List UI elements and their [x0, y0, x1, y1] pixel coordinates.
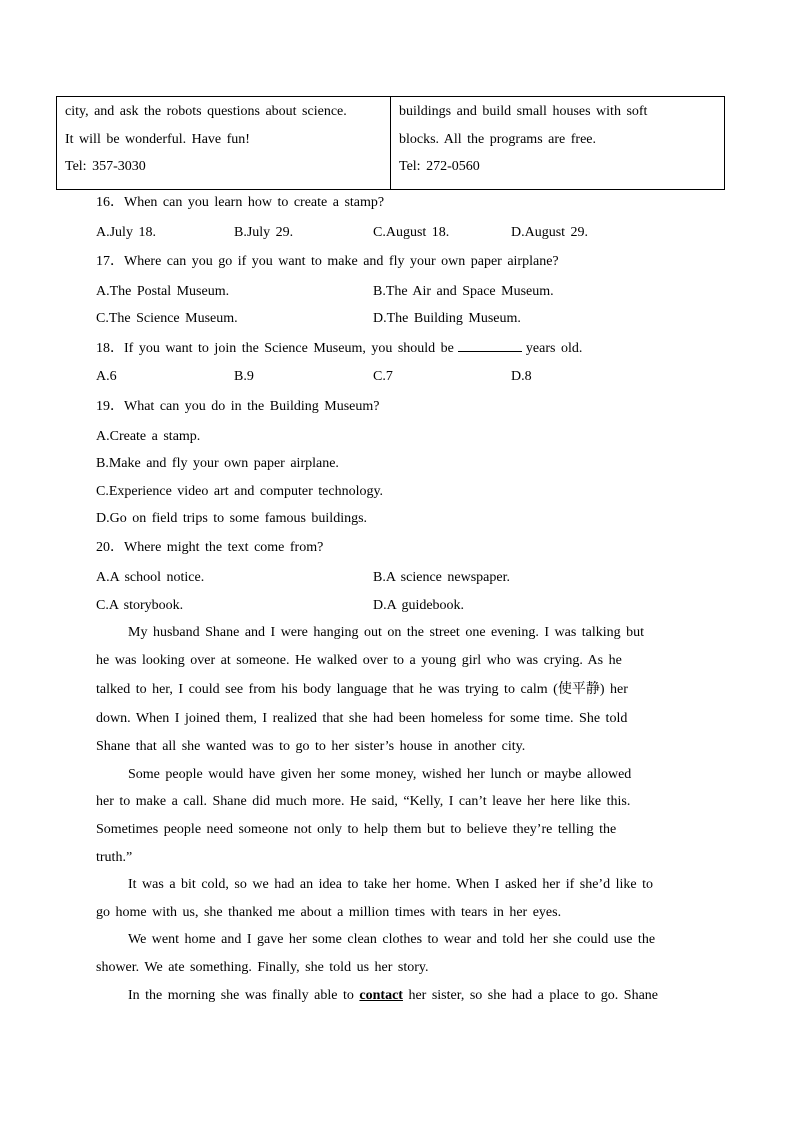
passage-line: talked to her, I could see from his body language that he was trying to calm (使平静) her: [96, 682, 628, 697]
passage-line: down. When I joined them, I realized that she had been homeless for some time. She told: [96, 711, 628, 726]
passage-line: go home with us, she thanked me about a million times with tears in her eyes.: [96, 905, 562, 920]
q18-option-d: D.8: [511, 369, 532, 384]
passage-line: It was a bit cold, so we had an idea to take her home. When I asked her if she’d like to: [128, 877, 653, 892]
notice-table: [56, 96, 725, 190]
passage-line: her to make a call. Shane did much more. He said, “Kelly, I can’t leave her here like this.: [96, 794, 631, 809]
q18-stem-after: years old.: [525, 341, 583, 356]
q17-option-d: D.The Building Museum.: [373, 311, 521, 326]
q19-option-d: D.Go on field trips to some famous buildings.: [96, 511, 368, 526]
q19-option-a: A.Create a stamp.: [96, 429, 201, 444]
answer-blank: [458, 339, 522, 352]
passage-line: he was looking over at someone. He walked over to a young girl who was crying. As he: [96, 653, 622, 668]
q17-option-c: C.The Science Museum.: [96, 311, 238, 326]
q20-option-c: C.A storybook.: [96, 598, 184, 613]
passage-line: Shane that all she wanted was to go to her sister’s house in another city.: [96, 739, 526, 754]
q18-stem-before: 18．If you want to join the Science Museum, you should be: [96, 341, 454, 356]
q19-option-b: B.Make and fly your own paper airplane.: [96, 456, 339, 471]
q20-option-a: A.A school notice.: [96, 570, 205, 585]
q20-option-d: D.A guidebook.: [373, 598, 465, 613]
q17-option-b: B.The Air and Space Museum.: [373, 284, 554, 299]
q20-option-b: B.A science newspaper.: [373, 570, 510, 585]
q18-option-c: C.7: [373, 369, 393, 384]
table-line: Tel: 357-3030: [65, 159, 146, 174]
table-line: buildings and build small houses with soft: [399, 104, 648, 119]
q17-option-a: A.The Postal Museum.: [96, 284, 230, 299]
question-20-stem: 20．Where might the text come from?: [96, 540, 324, 555]
q16-option-b: B.July 29.: [234, 225, 294, 240]
passage-text: her sister, so she had a place to go. Shane: [408, 988, 658, 1003]
passage-line: Sometimes people need someone not only to help them but to believe they’re telling the: [96, 822, 617, 837]
question-17-stem: 17．Where can you go if you want to make and fly your own paper airplane?: [96, 254, 559, 269]
q16-option-d: D.August 29.: [511, 225, 589, 240]
passage-line: My husband Shane and I were hanging out on the street one evening. I was talking but: [128, 625, 645, 640]
table-line: Tel: 272-0560: [399, 159, 480, 174]
table-line: blocks. All the programs are free.: [399, 131, 596, 147]
highlighted-word: contact: [359, 988, 403, 1003]
q16-option-a: A.July 18.: [96, 225, 156, 240]
building-museum-cell: [390, 97, 724, 189]
passage-line: We went home and I gave her some clean clothes to wear and told her she could use the: [128, 932, 656, 947]
passage-line: truth.”: [96, 850, 133, 865]
table-line: city, and ask the robots questions about science.: [65, 104, 347, 119]
passage-text: In the morning she was finally able to: [128, 988, 354, 1003]
q18-option-b: B.9: [234, 369, 254, 384]
table-line: It will be wonderful. Have fun!: [65, 131, 250, 147]
q19-option-c: C.Experience video art and computer technology.: [96, 484, 384, 499]
question-19-stem: 19．What can you do in the Building Museum?: [96, 399, 380, 414]
q16-option-c: C.August 18.: [373, 225, 450, 240]
q18-option-a: A.6: [96, 369, 117, 384]
passage-line: Some people would have given her some money, wished her lunch or maybe allowed: [128, 767, 632, 782]
science-museum-cell: [57, 97, 390, 189]
question-16-stem: 16．When can you learn how to create a stamp?: [96, 195, 385, 210]
passage-line: shower. We ate something. Finally, she told us her story.: [96, 960, 429, 975]
passage-line: [128, 987, 658, 1005]
question-18-stem: [96, 339, 582, 358]
